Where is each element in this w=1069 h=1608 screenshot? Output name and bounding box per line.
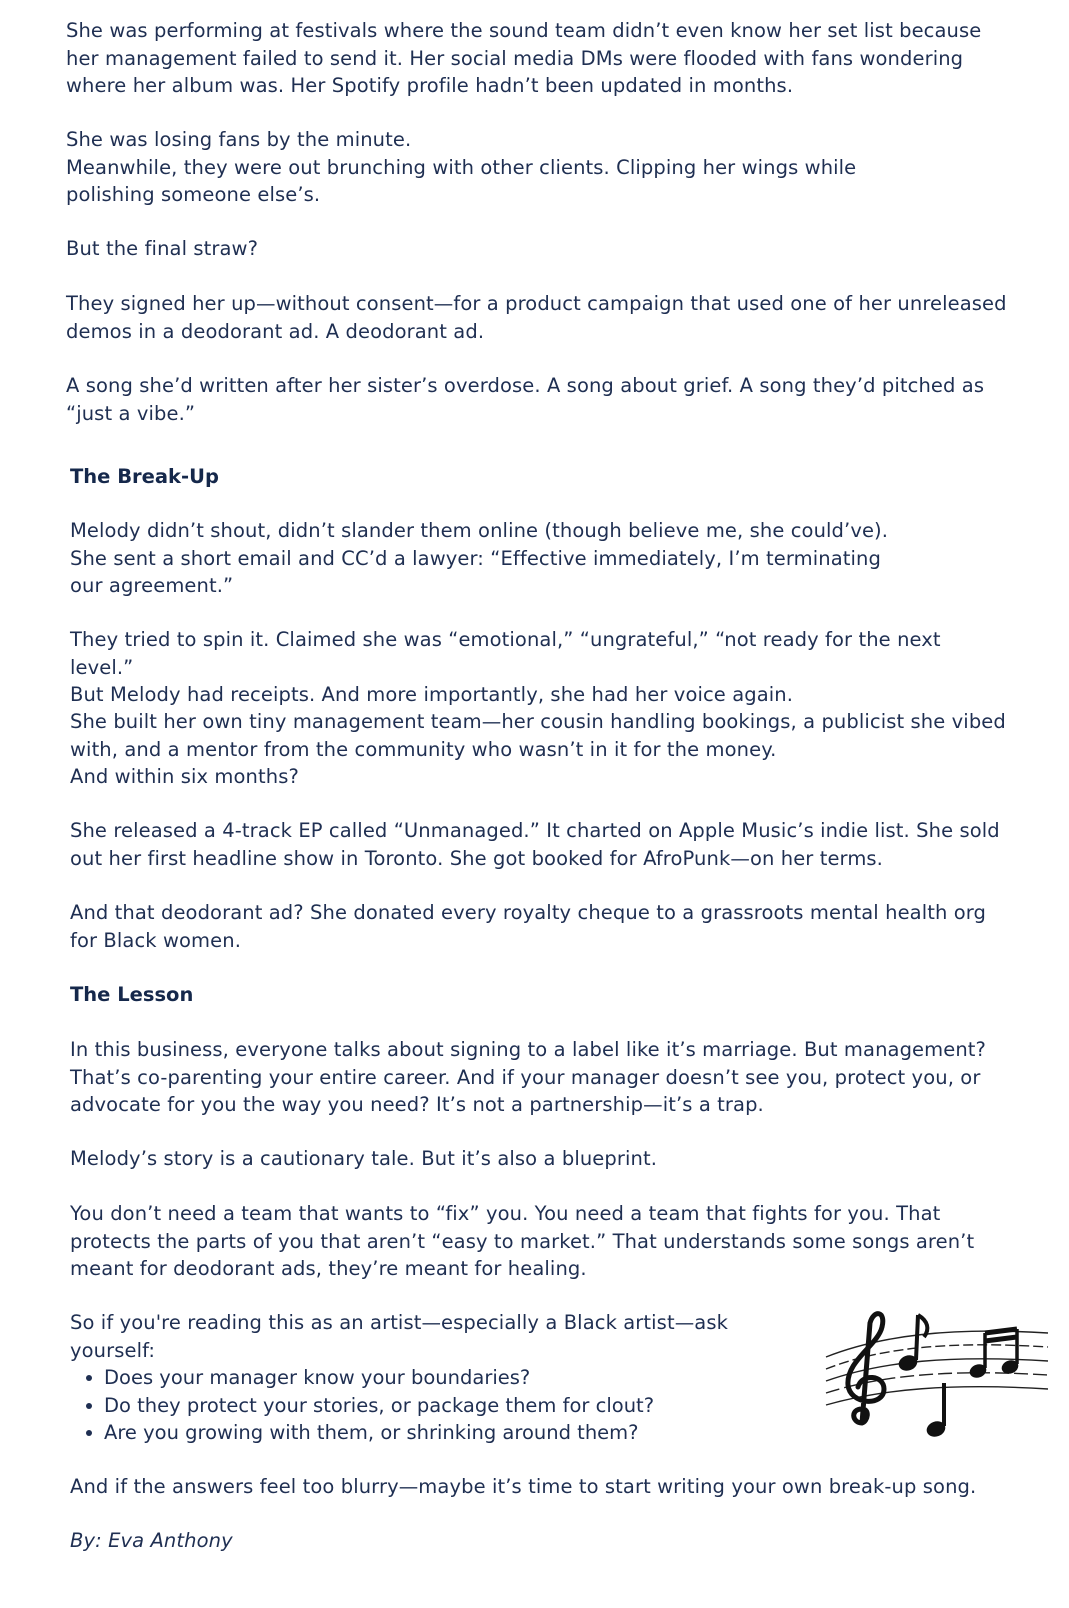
- intro-paragraph-3: [0, 235, 1010, 263]
- lesson-text-4: So if you're reading this as an artist—especially a Black artist—ask yourself:: [70, 1311, 728, 1362]
- list-item: Are you growing with them, or shrinking around them?: [104, 1419, 1069, 1447]
- intro-text-5: A song she’d written after her sister’s overdose. A song about grief. A song they’d pitched as “just a vibe.”: [66, 374, 985, 425]
- intro-text-4: They signed her up—without consent—for a product campaign that used one of her unreleased demos in a deodorant ad. A deodorant ad.: [66, 292, 1007, 343]
- lesson-paragraph-2: [0, 1145, 1010, 1173]
- breakup-heading-block: [0, 463, 1010, 491]
- breakup-text-5: And that deodorant ad? She donated every royalty cheque to a grassroots mental health org for Black women.: [70, 901, 987, 952]
- intro-paragraph-2: [0, 126, 1010, 209]
- byline: By: Eva Anthony: [70, 1529, 233, 1552]
- breakup-paragraph-4: [0, 817, 1010, 872]
- breakup-heading: The Break-Up: [70, 465, 219, 488]
- intro-text-2b: Meanwhile, they were out brunching with other clients. Clipping her wings while polishing someone else’s.: [66, 155, 857, 206]
- breakup-text-3a: She built her own tiny management team—her cousin handling bookings, a publicist she vibed with, and a mentor from the community who wasn’t in it for the money.: [70, 710, 1006, 761]
- breakup-paragraph-1: [0, 517, 1010, 600]
- lesson-text-2: Melody’s story is a cautionary tale. But it’s also a blueprint.: [70, 1147, 658, 1170]
- list-item: Do they protect your stories, or package them for clout?: [104, 1392, 1069, 1420]
- breakup-text-1b: She sent a short email and CC’d a lawyer: “Effective immediately, I’m terminating our agreement.”: [70, 546, 881, 597]
- breakup-paragraph-3: [0, 708, 1010, 791]
- music-staff-notes-icon: [822, 1305, 1052, 1445]
- list-item: Does your manager know your boundaries?: [104, 1364, 1069, 1392]
- breakup-text-3b: And within six months?: [70, 765, 299, 788]
- intro-paragraph-4: [0, 290, 1010, 345]
- breakup-text-1a: Melody didn’t shout, didn’t slander them online (though believe me, she could’ve).: [70, 519, 889, 542]
- lesson-paragraph-1: [0, 1036, 1010, 1119]
- byline-block: [0, 1527, 1010, 1555]
- breakup-text-2b: But Melody had receipts. And more importantly, she had her voice again.: [70, 683, 794, 706]
- lesson-paragraph-3: [0, 1200, 1010, 1283]
- breakup-text-2a: They tried to spin it. Claimed she was “emotional,” “ungrateful,” “not ready for the next level.”: [70, 628, 941, 679]
- breakup-paragraph-2: [0, 626, 1010, 709]
- intro-text-1: She was performing at festivals where the sound team didn’t even know her set list because her management failed to send it. Her social media DMs were flooded with fans wondering where her album was. Her Spotify profile hadn’t been updated in months.: [66, 19, 982, 97]
- lesson-text-5: And if the answers feel too blurry—maybe it’s time to start writing your own break-up song.: [70, 1475, 977, 1498]
- lesson-text-1: In this business, everyone talks about signing to a label like it’s marriage. But management? That’s co-parenting your entire career. And if your manager doesn’t see you, protect you, or advocate for you the way you need? It’s not a partnership—it’s a trap.: [70, 1038, 987, 1116]
- intro-text-2a: She was losing fans by the minute.: [66, 128, 412, 151]
- breakup-text-4: She released a 4-track EP called “Unmanaged.” It charted on Apple Music’s indie list. She sold out her first headline show in Toronto. She got booked for AfroPunk—on her terms.: [70, 819, 1000, 870]
- lesson-heading: The Lesson: [70, 983, 194, 1006]
- lesson-heading-block: [0, 981, 1010, 1009]
- intro-paragraph-5: [0, 372, 1010, 427]
- intro-paragraph-1: [0, 17, 1010, 100]
- breakup-paragraph-5: [0, 899, 1010, 954]
- intro-text-3: But the final straw?: [66, 237, 259, 260]
- lesson-paragraph-5: [0, 1473, 1010, 1501]
- lesson-text-3: You don’t need a team that wants to “fix” you. You need a team that fights for you. That protects the parts of you that aren’t “easy to market.” That understands some songs aren’t meant for deodorant ads, they’re meant for healing.: [70, 1202, 975, 1280]
